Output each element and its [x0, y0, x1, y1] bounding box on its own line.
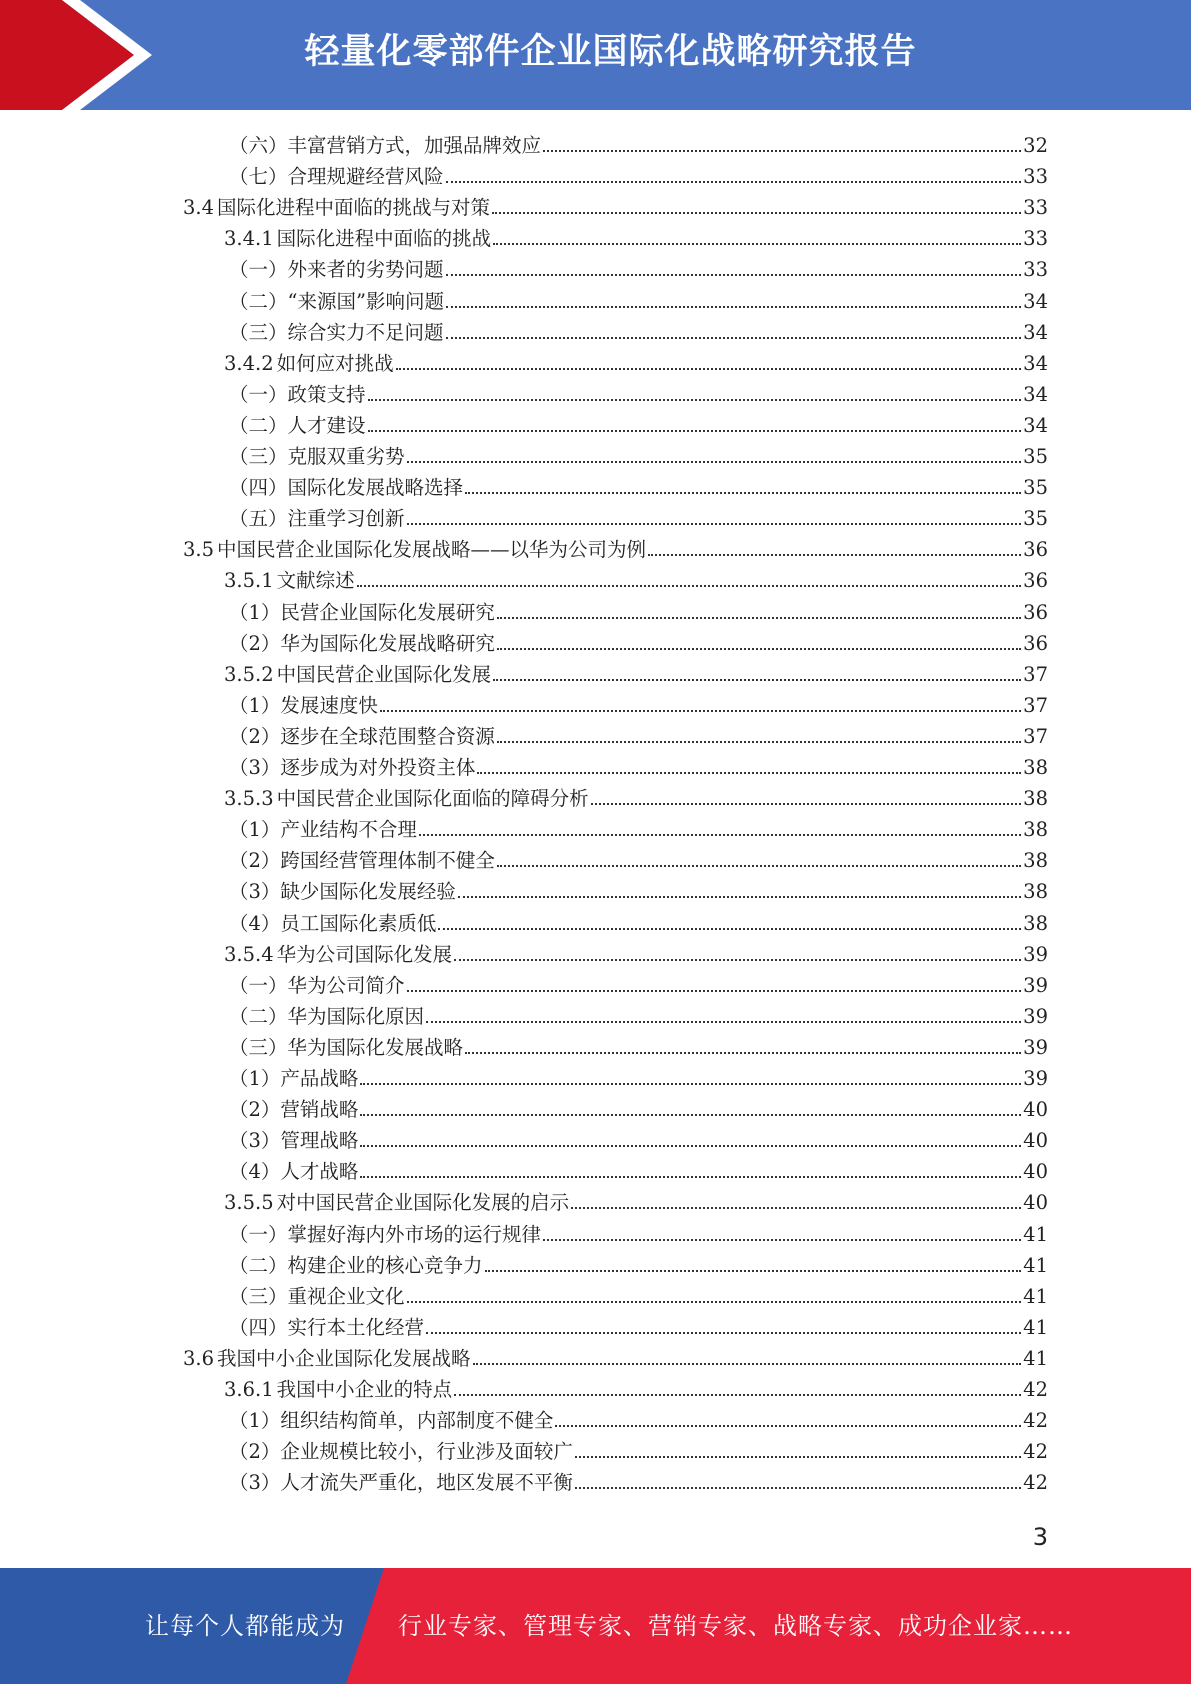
toc-section-number: 3.4.2 — [224, 351, 274, 375]
toc-dot-leader — [360, 1144, 1021, 1147]
toc-section-number: 3.6.1 — [224, 1378, 274, 1401]
toc-dot-leader — [380, 709, 1021, 712]
toc-dot-leader — [419, 833, 1021, 836]
toc-entry-title: 我国中小企业国际化发展战略 — [217, 1346, 471, 1370]
toc-entry-title: 中国民营企业国际化面临的障碍分析 — [276, 787, 589, 811]
toc-section-number: 3.5.2 — [224, 662, 274, 686]
toc-entry-title: 国际化进程中面临的挑战 — [276, 227, 492, 251]
toc-page-number: 33 — [1023, 258, 1048, 282]
toc-page-number: 39 — [1023, 942, 1048, 966]
toc-entry[interactable] — [183, 1340, 1048, 1371]
toc-dot-leader — [493, 678, 1021, 681]
toc-entry-title: （二）人才建设 — [229, 413, 366, 437]
toc-dot-leader — [497, 740, 1021, 743]
toc-dot-leader — [438, 927, 1021, 930]
toc-page-number: 38 — [1023, 756, 1048, 779]
toc-dot-leader — [360, 1082, 1021, 1085]
footer-slogan-left: 让每个人都能成为 — [145, 1612, 345, 1640]
toc-dot-leader — [357, 584, 1022, 587]
document-title: 轻量化零部件企业国际化战略研究报告 — [304, 32, 917, 72]
toc-entry[interactable] — [229, 1091, 1048, 1122]
toc-dot-leader — [575, 1455, 1021, 1458]
toc-page-number: 41 — [1023, 1346, 1048, 1370]
toc-page-number: 40 — [1023, 1129, 1048, 1153]
toc-page-number: 42 — [1023, 1409, 1048, 1433]
toc-entry-title: （一）外来者的劣势问题 — [229, 258, 444, 282]
toc-entry[interactable] — [229, 438, 1048, 469]
toc-entry[interactable] — [183, 189, 1048, 220]
toc-entry-title: （五）注重学习创新 — [229, 507, 405, 531]
toc-entry-title: （2）华为国际化发展战略研究 — [229, 631, 495, 655]
toc-section-number: 3.5.4 — [224, 942, 274, 966]
toc-dot-leader — [555, 1424, 1021, 1427]
toc-section-number: 3.5.1 — [224, 569, 274, 593]
toc-entry[interactable] — [229, 1122, 1048, 1153]
toc-page-number: 33 — [1023, 165, 1048, 189]
toc-entry[interactable] — [224, 780, 1048, 811]
toc-entry[interactable] — [229, 905, 1048, 936]
toc-page-number: 33 — [1023, 196, 1048, 220]
toc-entry-title: （三）重视企业文化 — [229, 1284, 405, 1308]
toc-dot-leader — [458, 895, 1021, 898]
toc-entry-title: 如何应对挑战 — [276, 351, 394, 375]
toc-entry-title: （3）管理战略 — [229, 1129, 359, 1153]
toc-section-number: 3.6 — [183, 1346, 215, 1370]
toc-page-number: 39 — [1023, 1035, 1048, 1059]
toc-dot-leader — [360, 1175, 1021, 1178]
toc-entry-title: 中国民营企业国际化发展 — [276, 662, 492, 686]
toc-page-number: 35 — [1023, 445, 1048, 468]
toc-entry[interactable] — [224, 562, 1048, 593]
toc-page-number: 34 — [1023, 289, 1048, 313]
toc-dot-leader — [426, 1020, 1021, 1023]
toc-entry[interactable] — [229, 967, 1048, 998]
toc-entry[interactable] — [229, 811, 1048, 842]
toc-dot-leader — [407, 989, 1022, 992]
toc-entry[interactable] — [229, 500, 1048, 531]
toc-entry-title: （3）逐步成为对外投资主体 — [229, 756, 476, 779]
toc-page-number: 38 — [1023, 911, 1048, 935]
toc-entry-title: （三）综合实力不足问题 — [229, 320, 444, 344]
toc-entry-title: （一）政策支持 — [229, 382, 366, 406]
toc-page-number: 32 — [1023, 134, 1048, 157]
toc-entry-title: （三）克服双重劣势 — [229, 445, 405, 468]
toc-entry[interactable] — [229, 1309, 1048, 1340]
toc-page-number: 40 — [1023, 1098, 1048, 1122]
toc-page-number: 34 — [1023, 413, 1048, 437]
toc-page-number: 36 — [1023, 538, 1048, 562]
toc-entry-title: （2）营销战略 — [229, 1098, 359, 1122]
toc-entry-title: （4）员工国际化素质低 — [229, 911, 437, 935]
toc-section-number: 3.5.3 — [224, 787, 274, 811]
toc-entry[interactable] — [229, 1278, 1048, 1309]
toc-page-number: 41 — [1023, 1284, 1048, 1308]
toc-page-number: 41 — [1023, 1222, 1048, 1246]
toc-page-number: 39 — [1023, 1004, 1048, 1028]
toc-dot-leader — [368, 398, 1022, 401]
toc-entry[interactable] — [229, 749, 1048, 780]
toc-entry[interactable] — [229, 127, 1048, 158]
toc-page-number: 36 — [1023, 631, 1048, 655]
toc-entry-title: （一）掌握好海内外市场的运行规律 — [229, 1222, 542, 1246]
toc-dot-leader — [591, 802, 1022, 805]
toc-entry-title: （二）华为国际化原因 — [229, 1004, 425, 1028]
toc-entry-title: （1）组织结构简单，内部制度不健全 — [229, 1409, 554, 1433]
toc-page-number: 41 — [1023, 1315, 1048, 1339]
toc-dot-leader — [426, 1331, 1021, 1334]
toc-entry[interactable] — [229, 1247, 1048, 1278]
footer-banner — [0, 1568, 1191, 1684]
toc-page-number: 42 — [1023, 1440, 1048, 1464]
toc-page-number: 39 — [1023, 1067, 1048, 1090]
toc-entry[interactable] — [229, 1029, 1048, 1060]
toc-page-number: 40 — [1023, 1191, 1048, 1215]
toc-entry[interactable] — [229, 1402, 1048, 1433]
toc-entry-title: 对中国民营企业国际化发展的启示 — [276, 1191, 570, 1215]
toc-entry[interactable] — [229, 1060, 1048, 1091]
toc-dot-leader — [543, 1238, 1021, 1241]
toc-dot-leader — [571, 1206, 1021, 1209]
toc-page-number: 39 — [1023, 973, 1048, 997]
toc-page-number: 38 — [1023, 787, 1048, 811]
toc-section-number: 3.5 — [183, 538, 215, 562]
toc-entry-title: （2）跨国经营管理体制不健全 — [229, 849, 495, 873]
toc-entry[interactable] — [229, 314, 1048, 345]
toc-dot-leader — [497, 616, 1021, 619]
toc-entry[interactable] — [229, 469, 1048, 500]
toc-entry-title: （四）国际化发展战略选择 — [229, 476, 464, 500]
toc-dot-leader — [396, 367, 1022, 370]
toc-entry-title: （四）实行本土化经营 — [229, 1315, 425, 1339]
toc-page-number: 38 — [1023, 818, 1048, 842]
footer-slogan-right: 行业专家、管理专家、营销专家、战略专家、成功企业家…… — [398, 1612, 1073, 1640]
toc-entry[interactable] — [229, 407, 1048, 438]
toc-dot-leader — [465, 491, 1021, 494]
toc-entry-title: （一）华为公司简介 — [229, 973, 405, 997]
toc-dot-leader — [493, 242, 1021, 245]
toc-dot-leader — [454, 958, 1021, 961]
toc-page-number: 37 — [1023, 724, 1048, 748]
toc-entry-title: （2）逐步在全球范围整合资源 — [229, 724, 495, 748]
toc-entry[interactable] — [229, 1433, 1048, 1464]
toc-dot-leader — [360, 1113, 1021, 1116]
toc-page-number: 42 — [1023, 1378, 1048, 1401]
toc-entry[interactable] — [224, 345, 1048, 376]
toc-entry[interactable] — [229, 1153, 1048, 1184]
header-banner — [0, 0, 1191, 110]
toc-dot-leader — [497, 647, 1021, 650]
toc-dot-leader — [648, 553, 1021, 556]
toc-entry-title: （1）产业结构不合理 — [229, 818, 417, 842]
toc-entry[interactable] — [224, 220, 1048, 251]
toc-entry[interactable] — [224, 936, 1048, 967]
toc-page-number: 37 — [1023, 693, 1048, 717]
toc-entry[interactable] — [229, 1216, 1048, 1247]
toc-entry[interactable] — [183, 531, 1048, 562]
toc-entry-title: 文献综述 — [276, 569, 355, 593]
toc-page-number: 40 — [1023, 1160, 1048, 1184]
toc-entry[interactable] — [229, 594, 1048, 625]
toc-dot-leader — [543, 149, 1021, 152]
toc-dot-leader — [446, 336, 1022, 339]
toc-entry[interactable] — [229, 251, 1048, 282]
toc-entry-title: （六）丰富营销方式，加强品牌效应 — [229, 134, 542, 157]
toc-page-number: 34 — [1023, 320, 1048, 344]
toc-dot-leader — [492, 211, 1021, 214]
toc-entry-title: 中国民营企业国际化发展战略——以华为公司为例 — [217, 538, 647, 562]
toc-dot-leader — [446, 305, 1021, 308]
toc-dot-leader — [454, 1393, 1021, 1396]
toc-entry[interactable] — [229, 687, 1048, 718]
toc-entry[interactable] — [229, 283, 1048, 314]
toc-section-number: 3.4 — [183, 196, 215, 220]
toc-entry-title: （七）合理规避经营风险 — [229, 165, 444, 189]
toc-entry-title: （1）民营企业国际化发展研究 — [229, 600, 495, 624]
toc-dot-leader — [497, 864, 1021, 867]
toc-page-number: 37 — [1023, 662, 1048, 686]
toc-entry[interactable] — [229, 998, 1048, 1029]
toc-dot-leader — [446, 180, 1022, 183]
toc-entry-title: （4）人才战略 — [229, 1160, 359, 1184]
toc-entry-title: （1）产品战略 — [229, 1067, 359, 1090]
toc-entry[interactable] — [224, 656, 1048, 687]
toc-entry-title: （1）发展速度快 — [229, 693, 378, 717]
toc-dot-leader — [407, 1300, 1022, 1303]
toc-page-number: 34 — [1023, 382, 1048, 406]
toc-page-number: 42 — [1023, 1471, 1048, 1495]
toc-dot-leader — [575, 1486, 1021, 1489]
toc-entry-title: 华为公司国际化发展 — [276, 942, 453, 966]
toc-page-number: 38 — [1023, 849, 1048, 873]
toc-dot-leader — [407, 460, 1022, 463]
toc-entry-title: （3）人才流失严重化，地区发展不平衡 — [229, 1471, 573, 1495]
toc-entry-title: 国际化进程中面临的挑战与对策 — [217, 196, 491, 220]
toc-dot-leader — [477, 771, 1021, 774]
page-number: 3 — [1032, 1523, 1048, 1551]
toc-page-number: 33 — [1023, 227, 1048, 251]
toc-dot-leader — [407, 522, 1022, 525]
toc-entry[interactable] — [229, 718, 1048, 749]
toc-entry-title: （3）缺少国际化发展经验 — [229, 880, 456, 904]
toc-dot-leader — [368, 429, 1022, 432]
toc-entry-title: （二）“来源国”影响问题 — [229, 289, 444, 313]
toc-page-number: 36 — [1023, 569, 1048, 593]
toc-entry-title: （2）企业规模比较小，行业涉及面较广 — [229, 1440, 573, 1464]
toc-page-number: 35 — [1023, 507, 1048, 531]
toc-entry[interactable] — [229, 158, 1048, 189]
toc-entry-title: （三）华为国际化发展战略 — [229, 1035, 464, 1059]
toc-entry-title: 我国中小企业的特点 — [276, 1378, 453, 1401]
toc-page-number: 35 — [1023, 476, 1048, 500]
toc-entry[interactable] — [224, 1184, 1048, 1215]
toc-section-number: 3.4.1 — [224, 227, 274, 251]
toc-page-number: 34 — [1023, 351, 1048, 375]
toc-dot-leader — [485, 1269, 1022, 1272]
toc-entry-title: （二）构建企业的核心竞争力 — [229, 1253, 483, 1277]
toc-dot-leader — [473, 1362, 1022, 1365]
toc-page-number: 38 — [1023, 880, 1048, 904]
toc-page-number: 41 — [1023, 1253, 1048, 1277]
toc-page-number: 36 — [1023, 600, 1048, 624]
toc-entry[interactable] — [229, 625, 1048, 656]
toc-entry[interactable] — [229, 1464, 1048, 1495]
toc-section-number: 3.5.5 — [224, 1191, 274, 1215]
toc-entry[interactable] — [229, 842, 1048, 873]
toc-entry[interactable] — [224, 1371, 1048, 1402]
toc-entry[interactable] — [229, 376, 1048, 407]
toc-entry[interactable] — [229, 873, 1048, 904]
toc-dot-leader — [465, 1051, 1021, 1054]
toc-dot-leader — [446, 273, 1022, 276]
